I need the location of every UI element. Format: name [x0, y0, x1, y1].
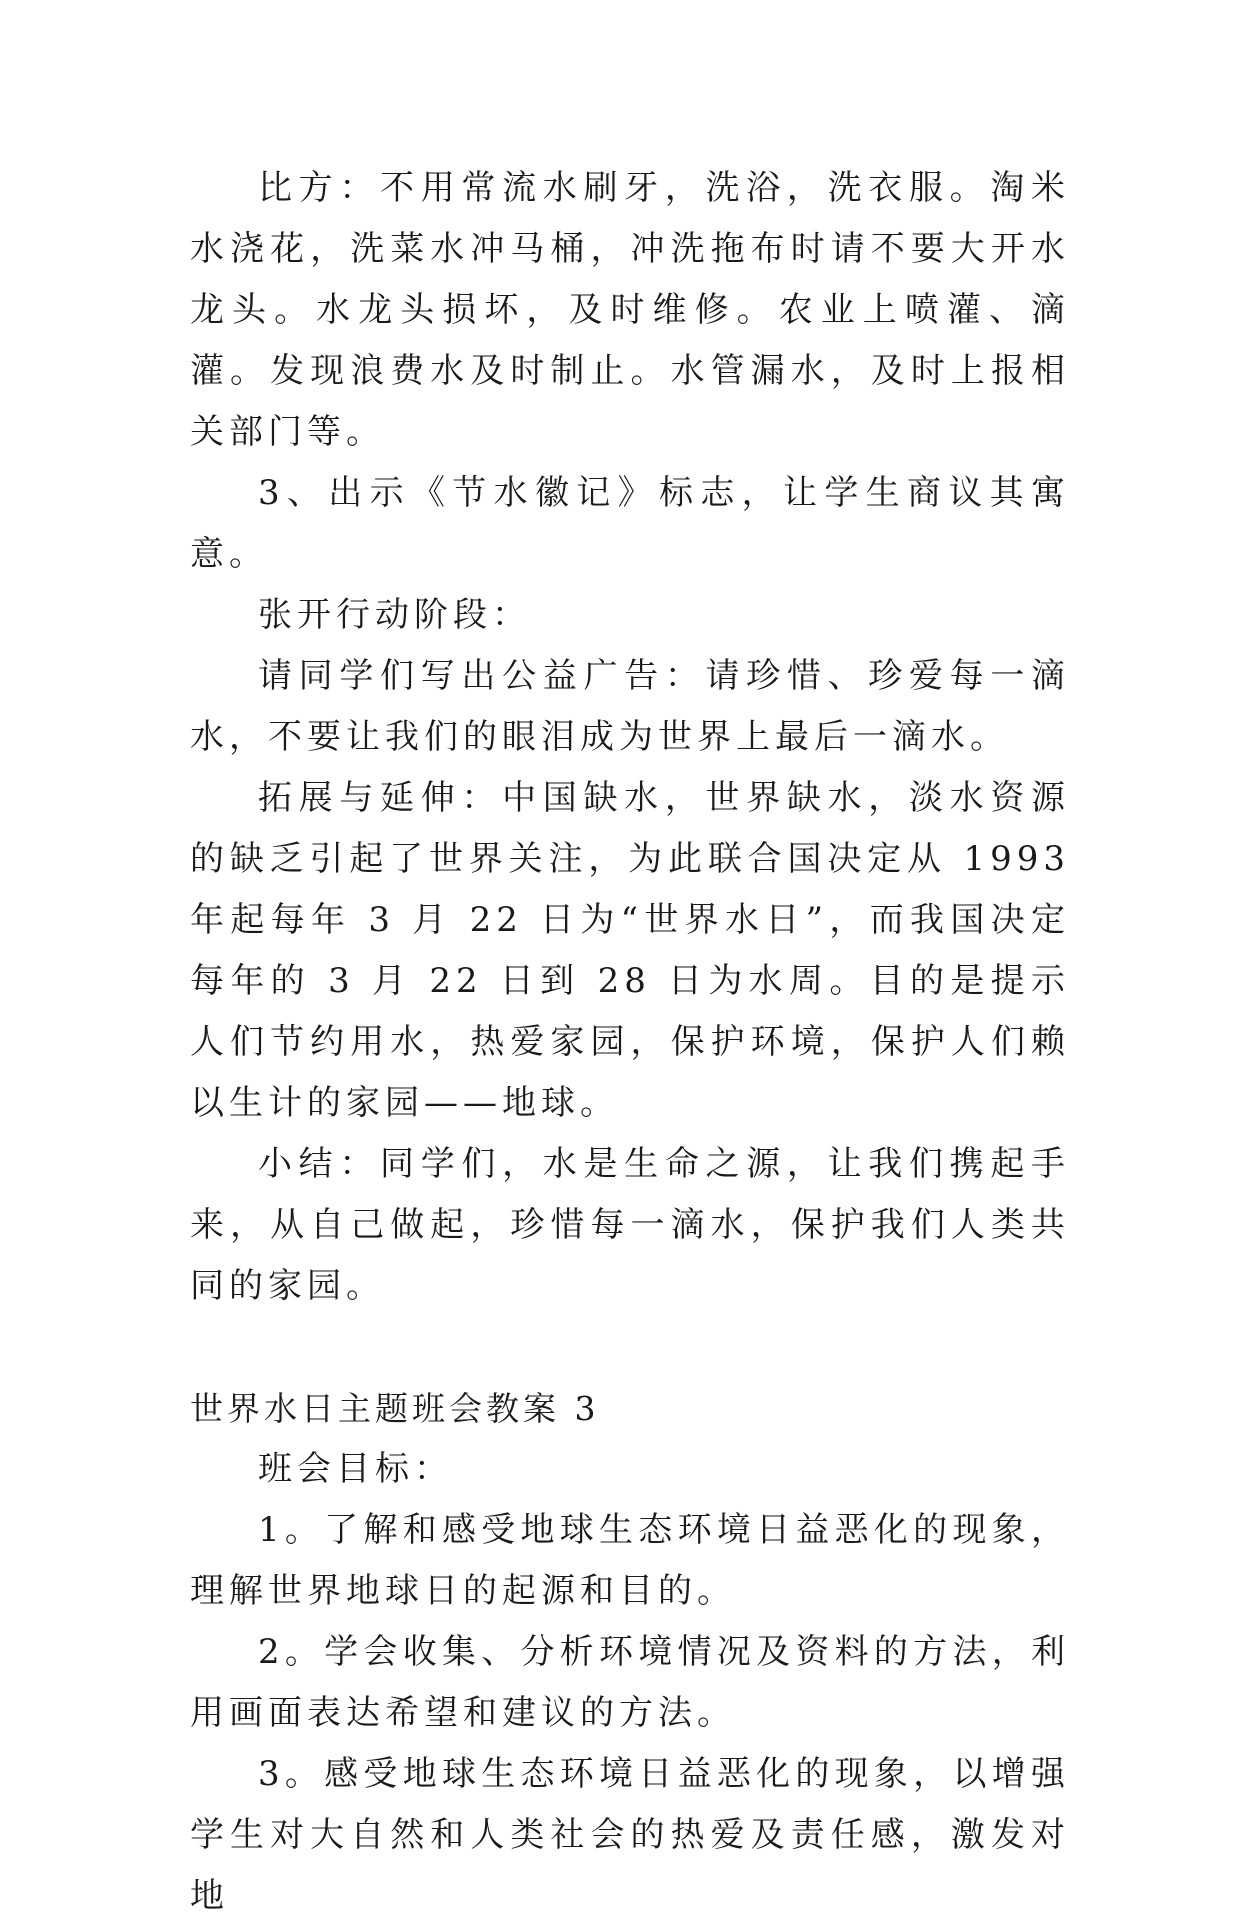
paragraph-goal-3: 3。感受地球生态环境日益恶化的现象，以增强学生对大自然和人类社会的热爱及责任感，激发对地	[190, 1754, 1070, 1916]
document-body	[190, 158, 1070, 1927]
section-title: 世界水日主题班会教案 3	[190, 1389, 600, 1428]
paragraph-goal-1: 1。了解和感受地球生态环境日益恶化的现象，理解世界地球日的起源和目的。	[190, 1510, 1070, 1611]
paragraph-summary: 小结：同学们，水是生命之源，让我们携起手来，从自己做起，珍惜每一滴水，保护我们人类共同的家园。	[190, 1144, 1070, 1306]
paragraph-examples: 比方：不用常流水刷牙，洗浴，洗衣服。淘米水浇花，洗菜水冲马桶，冲洗拖布时请不要大开水龙头。水龙头损坏，及时维修。农业上喷灌、滴灌。发现浪费水及时制止。水管漏水，及时上报相关部门等。	[190, 168, 1070, 452]
paragraph-water-logo: 3、出示《节水徽记》标志，让学生商议其寓意。	[190, 473, 1070, 574]
paragraph-public-ad: 请同学们写出公益广告：请珍惜、珍爱每一滴水，不要让我们的眼泪成为世界上最后一滴水。	[190, 656, 1070, 757]
paragraph-goals-heading: 班会目标：	[258, 1449, 453, 1489]
paragraph-extension: 拓展与延伸：中国缺水，世界缺水，淡水资源的缺乏引起了世界关注，为此联合国决定从 1993 年起每年 3 月 22 日为“世界水日”，而我国决定每年的 3 月 22 日到 28 日为水周。目的是提示人们节约用水，热爱家园，保护环境，保护人们赖以生计的家园——地球。	[190, 778, 1070, 1123]
paragraph-action-stage: 张开行动阶段：	[258, 595, 531, 635]
paragraph-goal-2: 2。学会收集、分析环境情况及资料的方法，利用画面表达希望和建议的方法。	[190, 1632, 1070, 1733]
